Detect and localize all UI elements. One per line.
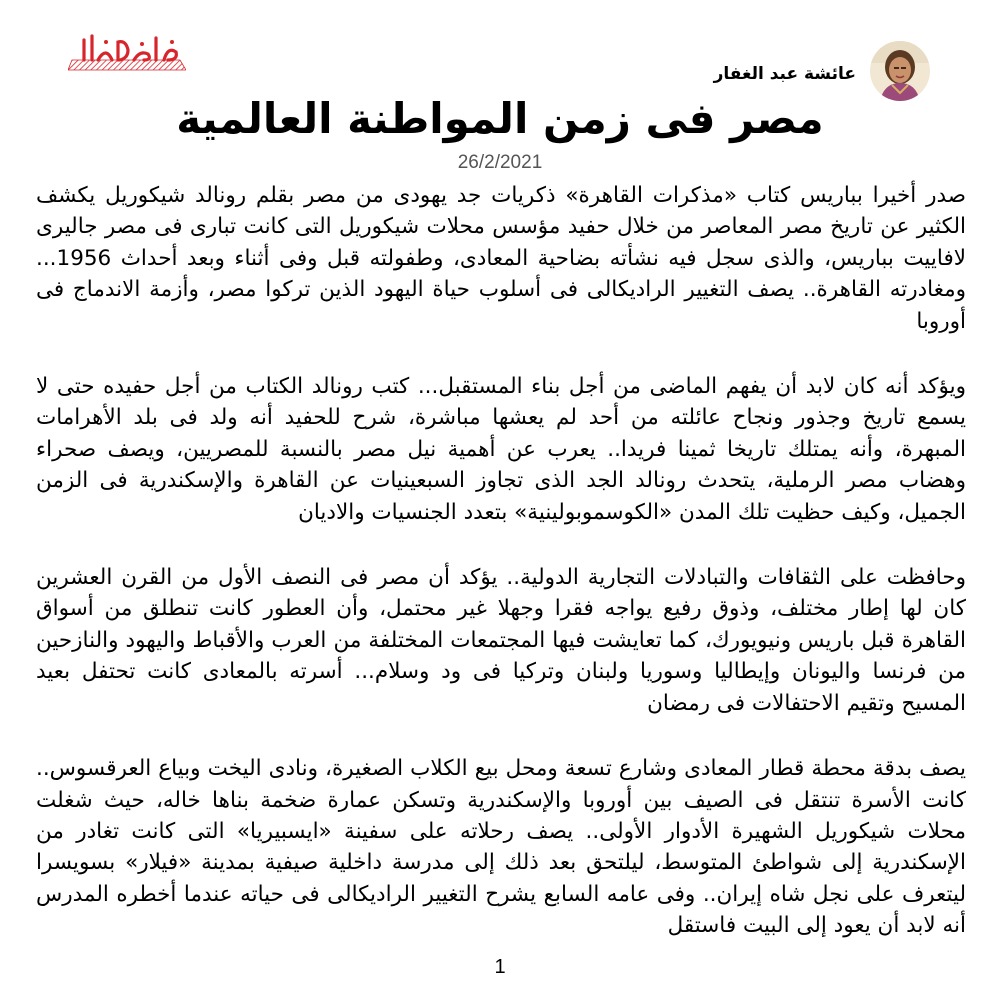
article-date: 26/2/2021: [457, 152, 543, 173]
article-title: مصر فى زمن المواطنة العالمية: [176, 94, 824, 143]
article-paragraph: ويؤكد أنه كان لابد أن يفهم الماضى من أجل بناء المستقبل... كتب رونالد الكتاب من أجل حفيده حتى لا يسمع تاريخ وجذور ونجاح عائلته من أحد لم يعشها مباشرة، شرح للحفيد أنه ولد فى بلد الأهرامات المبهرة، وأنه يمتلك تاريخا ثمينا فريدا.. يعرب عن أهمية نيل مصر بالنسبة للمصريين، ويصف صحراء وهضاب مصر الرملية، يتحدث رونالد الجد الذى تجاوز السبعينيات عن القاهرة والإسكندرية فى الزمن الجميل، وكيف حظيت تلك المدن «الكوسموبولينية» بتعدد الجنسيات والاديان: [36, 374, 966, 525]
author-name: عائشة عبد الغفار: [713, 64, 856, 84]
article-paragraph: صدر أخيرا بباريس كتاب «مذكرات القاهرة» ذكريات جد يهودى من مصر بقلم رونالد شيكوريل يكشف الكثير عن تاريخ مصر المعاصر من خلال حفيد مؤسس محلات شيكوريل التى كانت تبارى فى مصر جاليرى لافاييت بباريس، والذى سجل فيه نشأته بضاحية المعادى، وطفولته قبل وفى أثناء وبعد أحداث 1956... ومغادرته القاهرة.. يصف التغيير الراديكالى فى أسلوب حياة اليهود الذين تركوا مصر، وأزمة الاندماج فى أوروبا: [36, 183, 966, 334]
article-paragraph: وحافظت على الثقافات والتبادلات التجارية الدولية.. يؤكد أن مصر فى النصف الأول من القرن العشرين كان لها إطار مختلف، وذوق رفيع يواجه فقرا وجهلا غير محتمل، وأن العطور كانت تنطلق من أسواق القاهرة قبل باريس ونيويورك، كما تعايشت فيها المجتمعات المختلفة من العرب والأقباط واليهود والنازحين من فرنسا واليونان وإيطاليا وسوريا ولبنان وتركيا فى ود وسلام... أسرته بالمعادى كانت تحتفل بعيد المسيح وتقيم الاحتفالات فى رمضان: [36, 565, 966, 716]
article-body: [36, 180, 966, 976]
page-number: 1: [494, 956, 506, 978]
article-paragraph: يصف بدقة محطة قطار المعادى وشارع تسعة ومحل بيع الكلاب الصغيرة، ونادى اليخت وبياع العرقسوس.. كانت الأسرة تنتقل فى الصيف بين أوروبا والإسكندرية وتسكن عمارة ضخمة بناها خاله، حيث شغلت محلات شيكوريل الشهيرة الأدوار الأولى.. يصف رحلاته على سفينة «ايسبيريا» التى كانت تغادر من الإسكندرية إلى شواطئ المتوسط، ليلتحق بعد ذلك إلى مدرسة داخلية صيفية بمدينة «فيلار» بسويسرا ليتعرف على نجل شاه إيران.. وفى عامه السابع يشرح التغيير الراديكالى فى حياته عندما أخطره المدرس أنه لابد أن يعود إلى البيت فاستقل: [36, 756, 966, 939]
newspaper-logo: [68, 30, 186, 74]
